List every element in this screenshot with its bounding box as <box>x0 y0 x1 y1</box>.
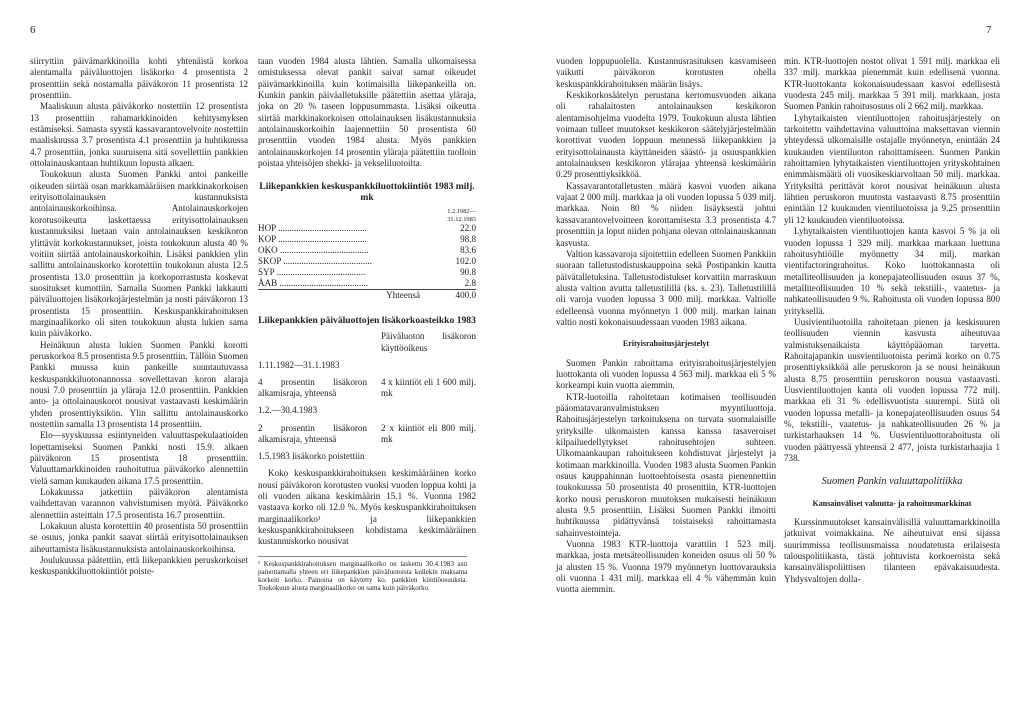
paragraph: taan vuoden 1984 alusta lähtien. Samalla ulkomaisessa omistuksessa olevat pankit saivat samat oikeudet päivämarkkinoilla kuin kotimaisilla liikepankeilla on. Kunkin pankin päiväalletuksille päätettiin asettaa yläraja, joka on 20 % taseen loppusummasta. Lisäksi oikeutta siirtää markkinakorkoisen ottolainauksen lisäkustannuksia antolainauskorkoihin laajennettiin 50 prosentista 60 prosenttiin vuoden 1984 alusta. Myös pankkien antolainauskorkojen 14 prosentin yläraja päätettiin tuolloin poistaa yhteisöjen shekki- ja vekseliluotoilta. <box>258 56 476 169</box>
period-value: 4 x kiintiöt eli 1 600 milj. mk <box>381 377 476 399</box>
page-number-left: 6 <box>30 24 36 36</box>
bank-name: HOP <box>258 223 276 234</box>
paragraph: Joulukuussa päätettiin, että liikepankkien peruskorkoiset keskuspankkiluottokiintiöt poiste- <box>30 555 248 577</box>
table-total-row <box>258 290 476 302</box>
paragraph: Heinäkuun alusta lukien Suomen Pankki korotti peruskorkoa 8.5 prosentista 9.5 prosenttiin. Tällöin Suomen Pankki muussa kuin pankeille suuntautuvassa keskuspankkiluotonannossa sovellettavan koron alaraja nousi 7.0 prosenttiin ja yläraja 12.0 prosenttiin. Pankkien anto- ja ottolainauskorot nousivat vastaavasti keskimäärin yhden prosenttiyksikön. Ylin sallittu antolainauskorko nostettiin samalla 13 prosentista 14 prosenttiin. <box>30 339 248 429</box>
bank-quota: 2.8 <box>464 278 476 289</box>
bank-name: OKO <box>258 245 278 256</box>
section-heading: Erityisrahoitusjärjestelyt <box>622 339 710 349</box>
table1-date-header: 1.2.1982— 31.12.1983 <box>447 208 476 223</box>
bank-name: ÅAB <box>258 278 278 289</box>
table-row <box>258 451 476 468</box>
table1-title: Liikepankkien keskuspankkiluottokiintiöt 1983 milj. mk <box>259 181 475 204</box>
table-row <box>258 360 476 377</box>
section-heading: Kansainväliset valuutta- ja rahoitusmarkkinat <box>812 498 972 508</box>
bank-quota: 98.8 <box>460 234 476 245</box>
total-label: Yhteensä <box>258 290 430 302</box>
bank-name: SKOP <box>258 256 281 267</box>
table-row <box>258 423 476 451</box>
paragraph: Vuonna 1983 KTR-luottoja varattiin 1 523 milj. markkaa, josta metsäteollisuuden koneiden osuus oli 50 % ja alusten 15 %. Vuonna 1979 myönnetyn luottovarauksia oli vuonna 1 431 milj. markkaa eli 4 % vähemmän kuin vuotta aiemmin. <box>556 539 776 595</box>
paragraph: Maaliskuun alusta päiväkorko nostettiin 12 prosentista 13 prosenttiin rahamarkkinoiden kehitysmyksen estämiseksi. Samasta syystä kassavarantovelvoite nostettiin maaliskuussa 3.7 prosentista 4.1 prosenttiin ja huhtikuussa 4.7 prosenttiin, jonka suuruisena sitä sovellettiin pankkien ottolainauskantaan huhtikuun lopusta alkaen. <box>30 101 248 169</box>
bank-name: SYP <box>258 267 275 278</box>
paragraph: Lokakuun alusta korotettiin 40 prosentista 50 prosenttiin se osuus, jonka pankit saavat siirtää erityisottolainauksen aiheuttamista lisäkustannuksista antolainauskorkoihinsa. <box>30 521 248 554</box>
paragraph: siirryttiin päivämarkkinoilla kohti yhtenäistä korkoa alentamalla päiväluottojen lisäkorko 4 prosentista 2 prosenttiin sekä nostamalla päiväkoron 11 prosentista 12 prosenttiin. <box>30 56 248 101</box>
paragraph: Lyhytaikaisten vientiluottojen rahoitusjärjestely on tarkoitettu vaihdettavina valuuttoina maksettavan viennin yhteydessä ulkomaisille ostajalle myönnetyn, enintään 24 kuukauden vientiluoton rahoittamiseen. Suomen Pankin rahoittamien lyhytaikaisten vientiluottojen yrityskohtainen enimmäismäärä oli vuosikeskiarvoltaan 50 milj. markkaa. Yrityksiltä perittävät korot nousivat heinäkuun alusta lähtien peruskoron muutosta vastaavasti 8.75 prosenttiin enintään 12 kuukauden vientiluotoissa ja 9.25 prosenttiin yli 12 kuukauden vientiluotoissa. <box>784 112 1000 225</box>
column-3 <box>556 56 776 596</box>
paragraph: KTR-luotoilla rahoitetaan kotimaisen teollisuuden pääomatavaranvalmistuksen myyntiluottoja. Rahoitusjärjestelyn tarkoituksena on turvata suomalaisille yrityksille ulkomaisten kanssa kanssa tasaveroiset kilpailuedellytykset rahoitusehtojen suhteen. Ulkomaankaupan rahoitukseen kohdistuvat järjestelyt ja kotimaan markkinoilla. Vuoden 1983 alusta Suomen Pankin osuus kauppahinnan luottoehtoisesta osasta pienennettiin toukokuussa 50 prosentista 40 prosenttiin, KTR-luottojen korko nousi peruskoron muutoksen mukaisesti heinäkuun alusta 9.5 prosenttiin. Lisäksi Suomen Pankki ilmoitti huhtikuussa pidättyvänsä toistaiseksi rahoittamasta sahainvestointeja. <box>556 391 776 538</box>
footnote: ¹ Keskuspankkirahoituksen marginaalikorko on laskettu 30.4.1983 asti painottamalla yhteen eri liikepankkien päiväluotoista kullekin maksama korkein korko. Painoina on käytetty ko. pankkien kiintiöosuuksia. Toukokuun alusta marginaalikorko on sama kuin päiväkorko. <box>258 556 467 593</box>
table-row: SYP ....................................... 90.8 <box>258 267 476 278</box>
table-row: HOP ....................................... 22.0 <box>258 223 476 234</box>
paragraph: min. KTR-luottojen nostot olivat 1 591 milj. markkaa eli 337 milj. markkaa pienemmät kuin edellisenä vuonna. KTR-luottokanta kokonaisuudessaan kasvoi edellisestä vuodesta 245 milj. markkaa 5 391 milj. markkaan, josta Suomen Pankin rahoitusosuus oli 2 662 milj. markkaa. <box>784 56 1000 112</box>
paragraph: Lyhytaikaisten vientiluottojen kanta kasvoi 5 % ja oli vuoden lopussa 1 329 milj. markkaa markaan luettuna rahoitusyhtiöille myönnetty 34 milj. markan vientifactoringrahoitus. Koko luottokannasta oli metalliteollisuuden ja konepajateollisuuden osuus 37 %, metalliteollisuuden 10 % sekä tekstiili-, vaatetus- ja nahkateollisuuden 9 %. Rahoitusta oli vuoden lopussa 800 yrityksellä. <box>784 226 1000 316</box>
paragraph: Keskikorkosäätelyn perustana kertomusvuoden aikana oli rahalaitosten antolainauksen keskikoron alentamisohjelma vuodelta 1979. Toukokuun alusta lähtien voimaan tulleet muutokset keskikoron säätelyjärjestelmään korottivat vuoden loppuun mennessä liikepankkien ja erityisottolainausta käyttäneiden säästö- ja osuuspankkien antolainauksen keskikoron ylärajaa yhteensä keskimäärin 0.29 prosenttiyksikköä. <box>556 90 776 180</box>
paragraph: Toukokuun alusta Suomen Pankki antoi pankeille oikeuden siirtää osan markkamääräisen markkinakorkoisen erityisottolainauksen kustannuksista antolainauskorkoihinsa. Antolainauskorkojen korotusoikeutta laskettaessa erityisottolainauksen kustannuksiksi luetaan vain antolainauksen keskikoron ylittävät korkokustannukset, joista toukokuun alusta 40 % voitiin siirtää antolainauskorkoihin. Lisäksi pankkien ylin sallittu antolainauskorko korotettiin toukokuun alusta 12.5 prosentista 13.0 prosenttiin ja korkoporrastusta koskevat suositukset kumottiin. Samalla Suomen Pankki lakkautti päiväluottojen lisäkorkojärjestelmän ja nosti päiväkoron 13 prosentista 15 prosenttiin. Keskuspankkirahoituksen marginaalikorko oli siten toukokuun alusta lukien sama kuin päiväkorko. <box>30 169 248 339</box>
period-value <box>367 360 476 377</box>
paragraph: Koko keskuspankkirahoituksen keskimääräinen korko nousi päiväkoron korotusten vuoksi vuoden loppua kohti ja oli vuoden aikana keskimäärin 15.1 %. Vuonna 1982 vastaava korko oli 12.0 %. Myös keskuspankkirahoituksen marginaalikorko¹ ja liikepankkien keskuspankkirahoitukseen kohdistama keskimääräinen kustannuskorko nousivat <box>258 468 476 547</box>
bank-name: KOP <box>258 234 276 245</box>
paragraph: Uusivientiluotoilla rahoitetaan pienen ja keskisuuren teollisuuden viennin kasvusta aiheutuvaa valmistuksenaikaista käyttöpääoman tarvetta. Rahoitajapankin uusvientiluotoista perimä korko on 0.75 prosenttiyksikköä alle peruskoron ja se nousi heinäkuun alusta 8.75 prosenttiin peruskoron nousua vastaavasti. Uusvientiluottojen kanta oli vuoden lopussa 772 milj. markkaa eli 31 % edellisvuotista suurempi. Siitä oli vuoden lopussa metalli- ja konepajateollisuuden osuus 54 %, tekstiili-, vaatetus- ja nahkateollisuuden 26 % ja turkistarhauksen 14 %. Uusvientiluottorahoitusta oli vuoden päättyessä yhteensä 2 477, joista turkistarhaajia 1 738. <box>784 316 1000 464</box>
bank-quota: 102.0 <box>455 256 476 267</box>
total-value: 400.0 <box>430 290 476 302</box>
period-label: 1.5.1983 lisäkorko poistettiin <box>258 451 365 462</box>
period-label: 2 prosentin lisäkoron alkamisraja, yhteensä <box>258 422 367 444</box>
paragraph: Kassavarantotalletusten määrä kasvoi vuoden aikana vajaat 2 000 milj. markkaa ja oli vuoden lopussa 5 039 milj. markkaa. Noin 80 % niiden lisäyksestä johtui kassavarantovelvoitteen korottamisesta 3.3 prosentista 4.7 prosenttiin ja loput niiden pohjana olevan ottolainauskannan kasvusta. <box>556 180 776 248</box>
table-row: KOP ....................................... 98.8 <box>258 234 476 245</box>
paragraph: Kurssinmuutokset kansainvälisillä valuuttamarkkinoilla jatkuivat voimakkaina. Ne aiheutuivat ensi sijassa suurimmissa teollisuusmaissa noudatetusta erilaisesta talouspolitiikasta, tästä johtuvista korkoeroista sekä kansainvälispoliittisen tilanteen epävakaisuudesta. Yhdysvaltojen dolla- <box>784 517 1000 584</box>
chapter-heading: Suomen Pankin valuuttapolitiikka <box>821 476 963 488</box>
table-row <box>258 405 476 422</box>
period-label: 4 prosentin lisäkoron alkamisraja, yhteensä <box>258 377 367 399</box>
table2-header: Päiväluoton lisäkoron käyttöoikeus <box>381 331 476 353</box>
period-label: 1.11.1982—31.1.1983 <box>258 359 340 370</box>
bank-quota: 83.6 <box>460 245 476 256</box>
table-row: SKOP ....................................... 102.0 <box>258 256 476 267</box>
surcharge-table <box>258 331 476 468</box>
paragraph: Suomen Pankin rahoittama erityisrahoitusjärjestelyjen luottokanta oli vuoden lopussa 4 563 milj. markkaa eli 5 % korkeampi kuin vuotta aiemmin. <box>556 357 776 391</box>
table2-title: Liikepankkien päiväluottojen lisäkorkoasteikko 1983 <box>258 315 476 327</box>
paragraph: Valtion kassavaroja sijoitettiin edelleen Suomen Pankkiin suoraan talletustodistuskauppoina sekä Postipankin kautta päivätalletuksina. Talletustodistukset korvattiin marraskuun alusta valtion avutta talletustilillä (ks. s. 23). Talletustilillä oli varoja vuoden lopussa 3 000 milj. markkaa. Valtiolle edelleensä vuonna myönnetyn 1 000 milj. markan lainan valtio nosti kokonaisuudessaan vuoden 1983 aikana. <box>556 248 776 327</box>
bank-quota: 22.0 <box>460 223 476 234</box>
column-2 <box>258 56 476 592</box>
table-row: OKO ....................................... 83.6 <box>258 245 476 256</box>
paragraph: Lokakuussa jatkettiin päiväkoron alentamista vaihdettavan varannon vahvistumisen myötä. Päiväkorko alennettiin asteittain 17.5 prosentista 16.7 prosenttiin. <box>30 487 248 520</box>
column-4 <box>784 56 1000 585</box>
period-value <box>367 405 476 422</box>
page-number-right: 7 <box>986 24 992 36</box>
column-1 <box>30 56 248 578</box>
period-value: 2 x kiintiöt eli 800 milj. mk <box>381 422 476 444</box>
paragraph: vuoden loppupuolella. Kustannusrasituksen kasvamiseen vaikutti päiväkoron korotusten ohella keskuspankkirahoituksen määrän lisäys. <box>556 56 776 89</box>
period-label: 1.2.—30.4.1983 <box>258 405 318 416</box>
bank-quota: 90.8 <box>460 267 476 278</box>
paragraph: Elo—syyskuussa esiintyneiden valuuttaspekulaatioiden lopettamiseksi Suomen Pankki nosti 15.9. alkaen päiväkoron 15 prosentista 18 prosenttiin. Valuuttamarkkinoiden rauhoituttua päiväkorko alennettiin vielä saman kuukauden aikana 17.5 prosenttiin. <box>30 430 248 486</box>
quota-table <box>258 208 476 301</box>
table-row <box>258 377 476 405</box>
table-row: ÅAB ....................................... 2.8 <box>258 278 476 289</box>
